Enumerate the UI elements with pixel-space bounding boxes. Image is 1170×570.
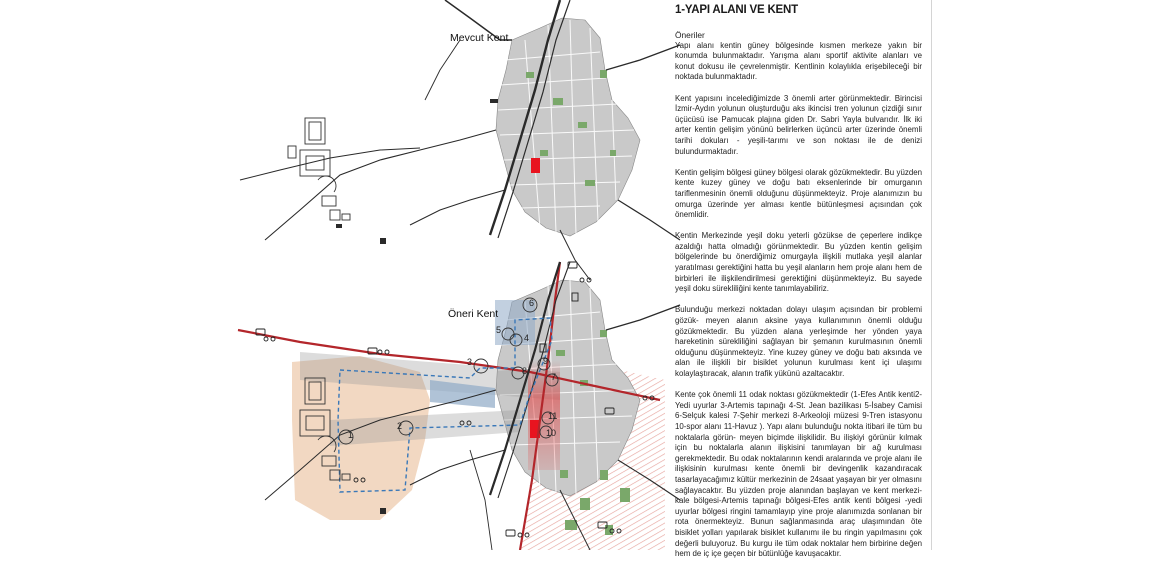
focus-point-6: 6 [529, 298, 535, 308]
paragraph-arterials: Kent yapısını incelediğimizde 3 önemli arter görünmektedir. Birincisi İzmir-Aydın yolunun oluşturduğu aks ikincisi tren yolunun çizdiği sınır üçücüsü ise Pamucak plajına giden Dr. Sabri Yayla bulvarıdır. İlk iki arter kentin gelişim yönünü belirlerken üçüncü arter üzerinde önemli tarihi dokuları - yeşili-tarımı ve son noktası ile de denizi bulundurmaktadır. [675, 93, 922, 156]
focus-point-9: 9 [543, 356, 549, 366]
proposed-city-map [238, 262, 680, 550]
proposed-city-label: Öneri Kent [448, 308, 499, 320]
focus-point-10: 10 [546, 428, 557, 438]
focus-point-2: 2 [397, 421, 403, 431]
paragraph-site-location: Yapı alanı kentin güney bölgesinde kısmen merkeze yakın bir konumda bulunmaktadır. Yarışma alanı sportif aktivite alanları ve konut dokusu ile çevrelenmiştir. Kentlinin kolaylıkla erişebileceği bir noktada bulunmaktadır. [675, 40, 922, 82]
focus-point-5: 5 [496, 325, 502, 335]
focus-point-1: 1 [348, 430, 354, 440]
existing-city-label: Mevcut Kent [450, 32, 509, 44]
focus-point-3: 3 [467, 357, 473, 367]
sheet-title: 1-YAPI ALANI VE KENT [675, 4, 798, 16]
focus-point-4: 4 [524, 333, 530, 343]
explanation-panel [675, 4, 922, 570]
focus-point-8: 8 [522, 366, 528, 376]
paragraph-growth-axis: Kentin gelişim bölgesi güney bölgesi olarak gözükmektedir. Bu yüzden kente kuzey güney ve doğu batı eksenlerinde bir omurganın tariflenmesinin önemli olduğunu düşünmekteyiz. Proje alanımızın bu omurga üzerinde yer alması kentle bütünleşmesi açısından çok önemlidir. [675, 167, 922, 220]
intro-heading: Öneriler [675, 30, 705, 40]
existing-project-site [531, 158, 540, 173]
paragraph-focus-points: Kente çok önemli 11 odak noktası gözükmektedir (1-Efes Antik kenti2-Yedi uyurlar 3-Artemis tapınağı 4-St. Jean bazilikası 5-İsabey Camisi 6-Selçuk kalesi 7-Şehir merkezi 8-Arkeoloji müzesi 9-Tren istasyonu 10-spor alanı 11-Havuz ). Yapı alanı bulunduğu nokta itibari ile tüm bu noktalarla görün- meyen biçimde ilişkilidir. Bu ilişkiyi görünür kılmak için bu noktalarla alanın ilişkisini tanımlayan bir ağ kurulması gerekmektedir. Bu odak noktalarının kendi aralarında ve proje alanı ile ilişkisinin kurulması kente önemli bir devingenlik kazandıracak tasarlayacağımız kültür merkezinin de 24saat yaşayan bir yer olmasını sağlayacaktır. Bu yüzden proje alanından başlayan ve kent merkezi-kale bölgesi-Artemis tapınağı bölgesi-Efes antik kenti bölgesi -yedi uyurlar bölgesi ringini tamamlayıp yine proje alanımızda sonlanan bir rota önermekteyiz. Bunun sağlanmasında araç ulaşımından öte bisiklet yolları yapılarak bisiklet kullanımı ile bu ringin yapılmasını çok değerli buluyoruz. Bu kurgu ile tüm odak noktalar hem birbirine değen hem de iç içe geçen bir bütünlüğe kavuşacaktır. [675, 390, 922, 559]
focus-point-7: 7 [551, 372, 557, 382]
focus-point-11: 11 [548, 411, 558, 421]
panel-divider [931, 0, 932, 550]
paragraph-pedestrian-cycling: Bulunduğu merkezi noktadan dolayı ulaşım açısından bir problemi gözük- meyen alanın aksine yaya kullanımının önemli olduğu gözükmektedir. Bu yüzden alana yerleşimde her yönden yaya hareketinin sürekliliğini sağlayan bir şemanın kurulmasının önemli olduğunu düşünmekteyiz. Yine kuzey güney ve doğu batı aksında ve alan ile ilişkili bir bisiklet yolunun kurulması kent içi ulaşımı kolaylaştıracak, alanın trafik yükünü azaltacaktır. [675, 305, 922, 378]
existing-urban-fabric [496, 18, 640, 236]
paragraph-green-network: Kentin Merkezinde yeşil doku yeterli gözükse de çeperlere indikçe azaldığı hatta olmadığı görünmektedir. Bu yüzden kentin gelişim bölgelerinde bu önerdiğimiz omurgayla ilişkili mutlaka yeşil alanlar yaratılması gerektiğini hatta bu yeşil alanların hem proje alanı hem de birbirleri ile ilişkilendirilmesi gerektiğini düşünmekteyiz. Bu sayede yeşil doku sürekliliğini kente tanımlayabiliriz. [675, 231, 922, 294]
